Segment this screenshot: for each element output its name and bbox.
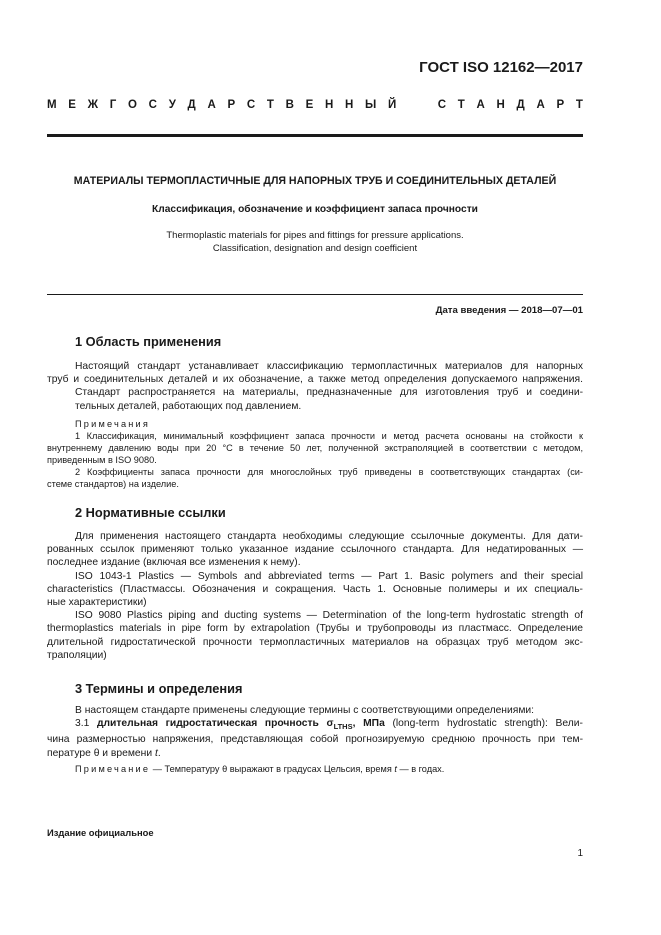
note-line: приведенным в ISO 9080. [47,455,157,465]
text-fragment: пературе θ и времени [47,747,153,759]
banner-letter: О [128,99,137,111]
interstate-standard-banner [47,99,583,111]
english-title-line: Classification, designation and design coefficient [212,243,418,254]
banner-letter: Р [227,99,236,111]
text-fragment: . [157,747,161,759]
term-number: 3.1 [75,718,90,730]
title-divider [47,294,583,295]
banner-letter: В [285,99,294,111]
time-symbol: t [394,764,397,774]
note-line: 1 Классификация, минимальный коэффициент запаса прочности и метод расчета основаны на стойкости к [75,431,583,441]
reference-line: ные характеристики) [47,597,147,609]
banner-letter: С [148,99,157,111]
banner-letter: А [536,99,545,111]
note-label: Примечание [75,764,151,774]
text-line: чина размерностью напряжения, представляющая собой прогнозируемую среднюю прочность при тем- [47,734,583,746]
note-line [47,763,583,775]
banner-letter: У [168,99,176,111]
banner-letter: С [437,99,447,111]
note-text: — Температуру θ выражают в градусах Цельсия, время [152,764,392,774]
term-definition: (long-term hydrostatic strength): Вели- [392,718,583,730]
standard-code: ГОСТ ISO 12162—2017 [419,59,583,76]
banner-letter: Д [187,99,196,111]
banner-letter: Е [68,99,76,111]
text-line: Стандарт распространяется на материалы, предназначенные для изготовления труб и соедини- [75,387,583,399]
introduction-date: Дата введения — 2018—07—01 [435,305,583,316]
reference-line: thermoplastics materials in pipe form by extrapolation (Трубы и трубопроводы из пластмасс. Определение [47,623,583,635]
note-text: — в годах. [399,764,445,774]
section-2-body [47,530,583,662]
text-line [47,747,583,760]
term-name: длительная гидростатическая прочность [96,718,319,730]
reference-line: characteristics (Пластмассы. Обозначения и сокращения. Часть 1. Основные полимеры и их специаль- [47,583,583,595]
banner-letter: Н [324,99,334,111]
section-2-heading: 2 Нормативные ссылки [75,505,226,520]
note-line: внутреннему давлению воды при 20 °С в течение 50 лет, полученной экстраполяцией в соответствии с методом, [47,443,583,453]
page-number: 1 [577,848,583,859]
reference-line: длительной гидростатической прочности термопластичных материалов на образцах труб методом экс- [47,636,583,648]
document-subtitle: Классификация, обозначение и коэффициент запаса прочности [152,204,478,215]
section-3-body [47,704,583,760]
reference-line: ISO 9080 Plastics piping and ducting systems — Determination of the long-term hydrostatic strength of [75,610,583,622]
banner-letter [423,99,426,111]
text-line: тельных деталей, работающих под давлением. [75,400,302,412]
header-divider [47,134,583,137]
document-title: МАТЕРИАЛЫ ТЕРМОПЛАСТИЧНЫЕ ДЛЯ НАПОРНЫХ ТРУБ И СОЕДИНИТЕЛЬНЫХ ДЕТАЛЕЙ [73,175,557,187]
term-unit: , МПа [352,718,385,730]
text-line: В настоящем стандарте применены следующие термины с соответствующими определениями: [75,705,535,716]
reference-line: траполяции) [47,649,107,661]
banner-letter: М [47,99,57,111]
official-edition-label: Издание официальное [47,827,154,838]
banner-letter: Т [457,99,465,111]
sigma-subscript: LTHS [333,722,353,732]
banner-letter: С [246,99,256,111]
text-line: Настоящий стандарт устанавливает классификацию термопластичных материалов для напорных [75,361,583,372]
banner-letter: Т [266,99,274,111]
reference-line: ISO 1043-1 Plastics — Symbols and abbreviated terms — Part 1. Basic polymers and their special [75,570,583,582]
banner-letter: Е [305,99,314,111]
english-title [47,229,583,255]
note-label: Примечания [75,419,151,429]
section-1-heading: 1 Область применения [75,334,222,349]
banner-letter: Н [496,99,505,111]
banner-letter: А [207,99,216,111]
text-line: рованных ссылок применяют только указанное издание ссылочного стандарта. Для недатированных — [47,544,583,556]
english-title-line: Thermoplastic materials for pipes and fittings for pressure applications. [166,230,464,241]
text-line: Для применения настоящего стандарта необходимы следующие ссылочные документы. Для дати- [75,531,583,542]
banner-letter: Г [109,99,117,111]
banner-letter [408,99,411,111]
sigma-symbol: σ [326,718,334,730]
note-line: стеме стандартов) на изделие. [47,479,179,489]
banner-letter: Р [556,99,565,111]
banner-letter: Й [387,99,397,111]
note-line: 2 Коэффициенты запаса прочности для многослойных труб приведены в соответствующих стандартах (си- [75,467,583,477]
banner-letter: Ж [87,99,99,111]
banner-letter: Ы [365,99,377,111]
time-symbol: t [154,747,158,759]
banner-letter: Н [345,99,354,111]
text-line: труб и соединительных деталей и их обозначение, а также метод определения допускаемого напряжения. [47,374,583,386]
section-3-note [47,763,583,775]
section-3-heading: 3 Термины и определения [75,681,243,696]
section-1-body [47,360,583,413]
term-line [47,717,583,733]
banner-letter: Д [516,99,525,111]
banner-letter: Т [575,99,583,111]
section-1-notes [47,418,583,490]
banner-letter: А [476,99,485,111]
text-line: последнее издание (включая все изменения к нему). [47,557,301,569]
